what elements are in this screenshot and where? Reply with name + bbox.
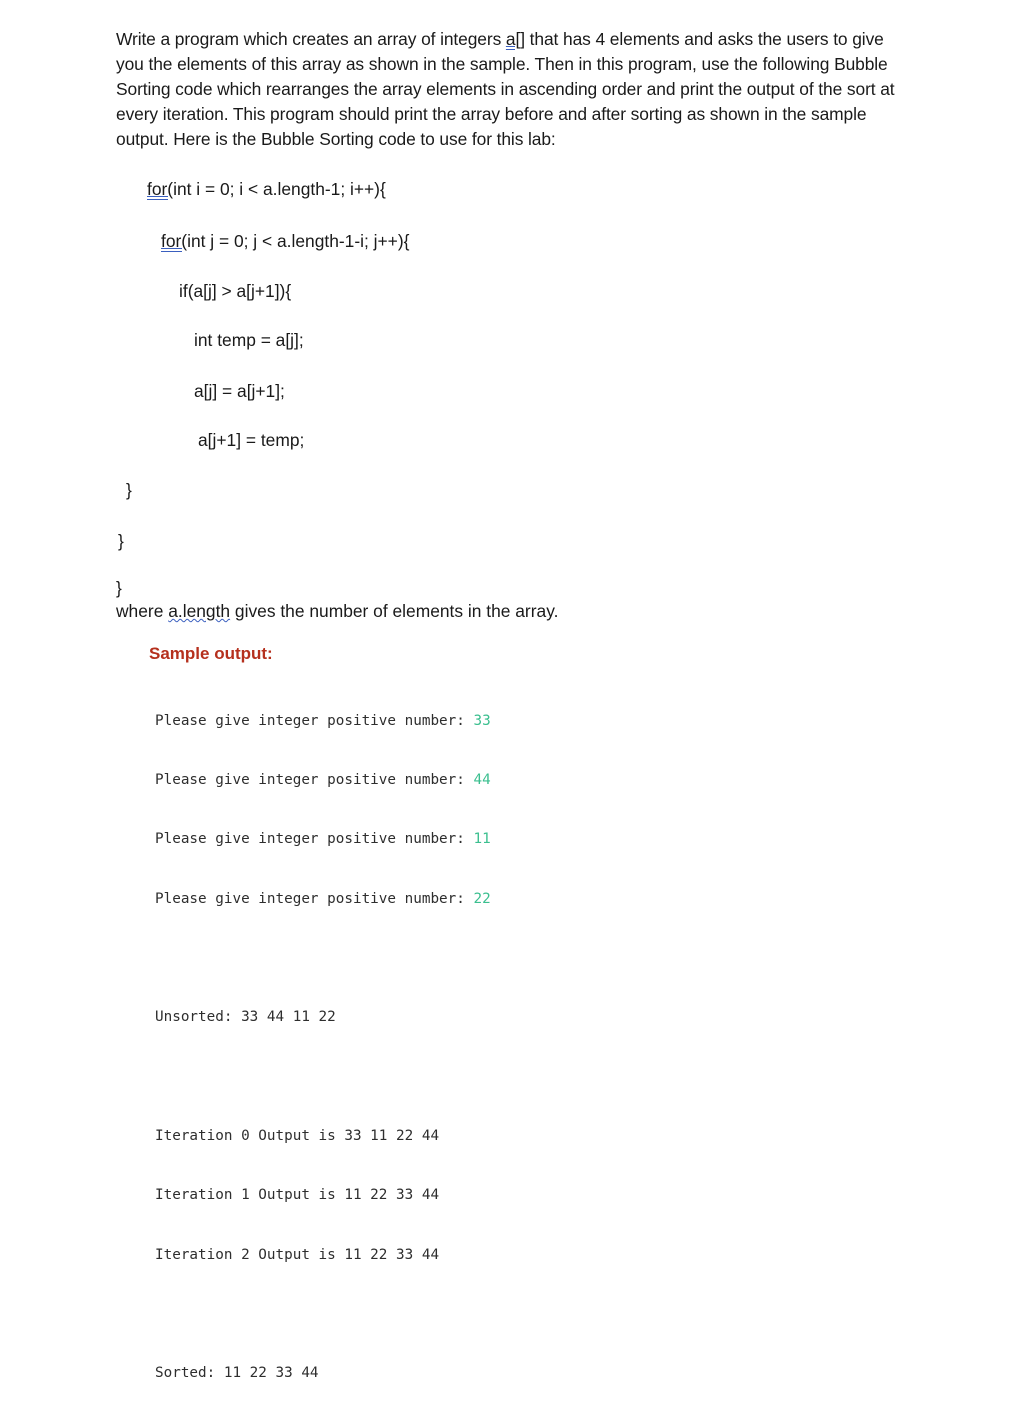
sorted-line: Sorted: 11 22 33 44 [155, 1365, 319, 1381]
code-line-assign: a[j+1] = temp; [198, 430, 305, 450]
for-keyword: for( [147, 179, 174, 199]
unsorted-line: Unsorted: 33 44 11 22 [155, 1009, 336, 1026]
prompt-text: Please give integer positive number: [155, 712, 474, 729]
assignment-instructions [116, 27, 906, 152]
code-line-if: if(a[j] > a[j+1]){ [179, 281, 292, 301]
iteration-line: Iteration 0 Output is 33 11 22 44 [155, 1127, 440, 1144]
closing-brace: } [126, 480, 132, 500]
where-explanation [116, 599, 558, 623]
code-line-inner-loop [161, 229, 409, 253]
instructions-part-2: that has 4 elements and asks the users to give you the elements of this array as shown in the sample. Then in this program, use the following Bubble Sorting code which rearranges the array elements in ascending order and print the output of the sort at every iteration. This program should print the array before and after sorting as shown in the sample output. Here is the Bubble Sorting code to use for this lab: [116, 29, 895, 149]
code-line-temp: int temp = a[j]; [194, 330, 304, 350]
where-suffix: gives the number of elements in the array. [230, 601, 559, 621]
sample-output [149, 643, 529, 1423]
console-output [155, 672, 529, 1423]
iteration-line: Iteration 1 Output is 11 22 33 44 [155, 1187, 440, 1204]
user-input-value: 44 [473, 771, 491, 788]
prompt-text: Please give integer positive number: [155, 771, 474, 788]
closing-brace: } [118, 531, 124, 551]
for-keyword: for( [161, 231, 188, 251]
sample-output-title: Sample output: [149, 644, 273, 663]
prompt-text: Please give integer positive number: [155, 890, 474, 907]
iteration-line: Iteration 2 Output is 11 22 33 44 [155, 1246, 440, 1263]
prompt-text: Please give integer positive number: [155, 831, 474, 848]
length-term: a.length [168, 601, 231, 621]
instructions-part-1: Write a program which creates an array of integers [116, 29, 506, 49]
prompt-line [155, 712, 529, 732]
code-line-swap: a[j] = a[j+1]; [194, 381, 285, 401]
prompt-line [155, 890, 529, 910]
prompt-line [155, 830, 529, 850]
where-prefix: where [116, 601, 169, 621]
inner-loop-text: int j = 0; j < a.length-1-i; j++){ [187, 231, 410, 251]
code-line-outer-loop [147, 177, 386, 201]
user-input-value: 33 [473, 712, 491, 729]
user-input-value: 22 [473, 890, 491, 907]
outer-loop-text: int i = 0; i < a.length-1; i++){ [173, 179, 386, 199]
prompt-line [155, 771, 529, 791]
array-name: a[] [505, 29, 525, 49]
closing-brace: } [116, 578, 122, 598]
user-input-value: 11 [473, 831, 491, 848]
